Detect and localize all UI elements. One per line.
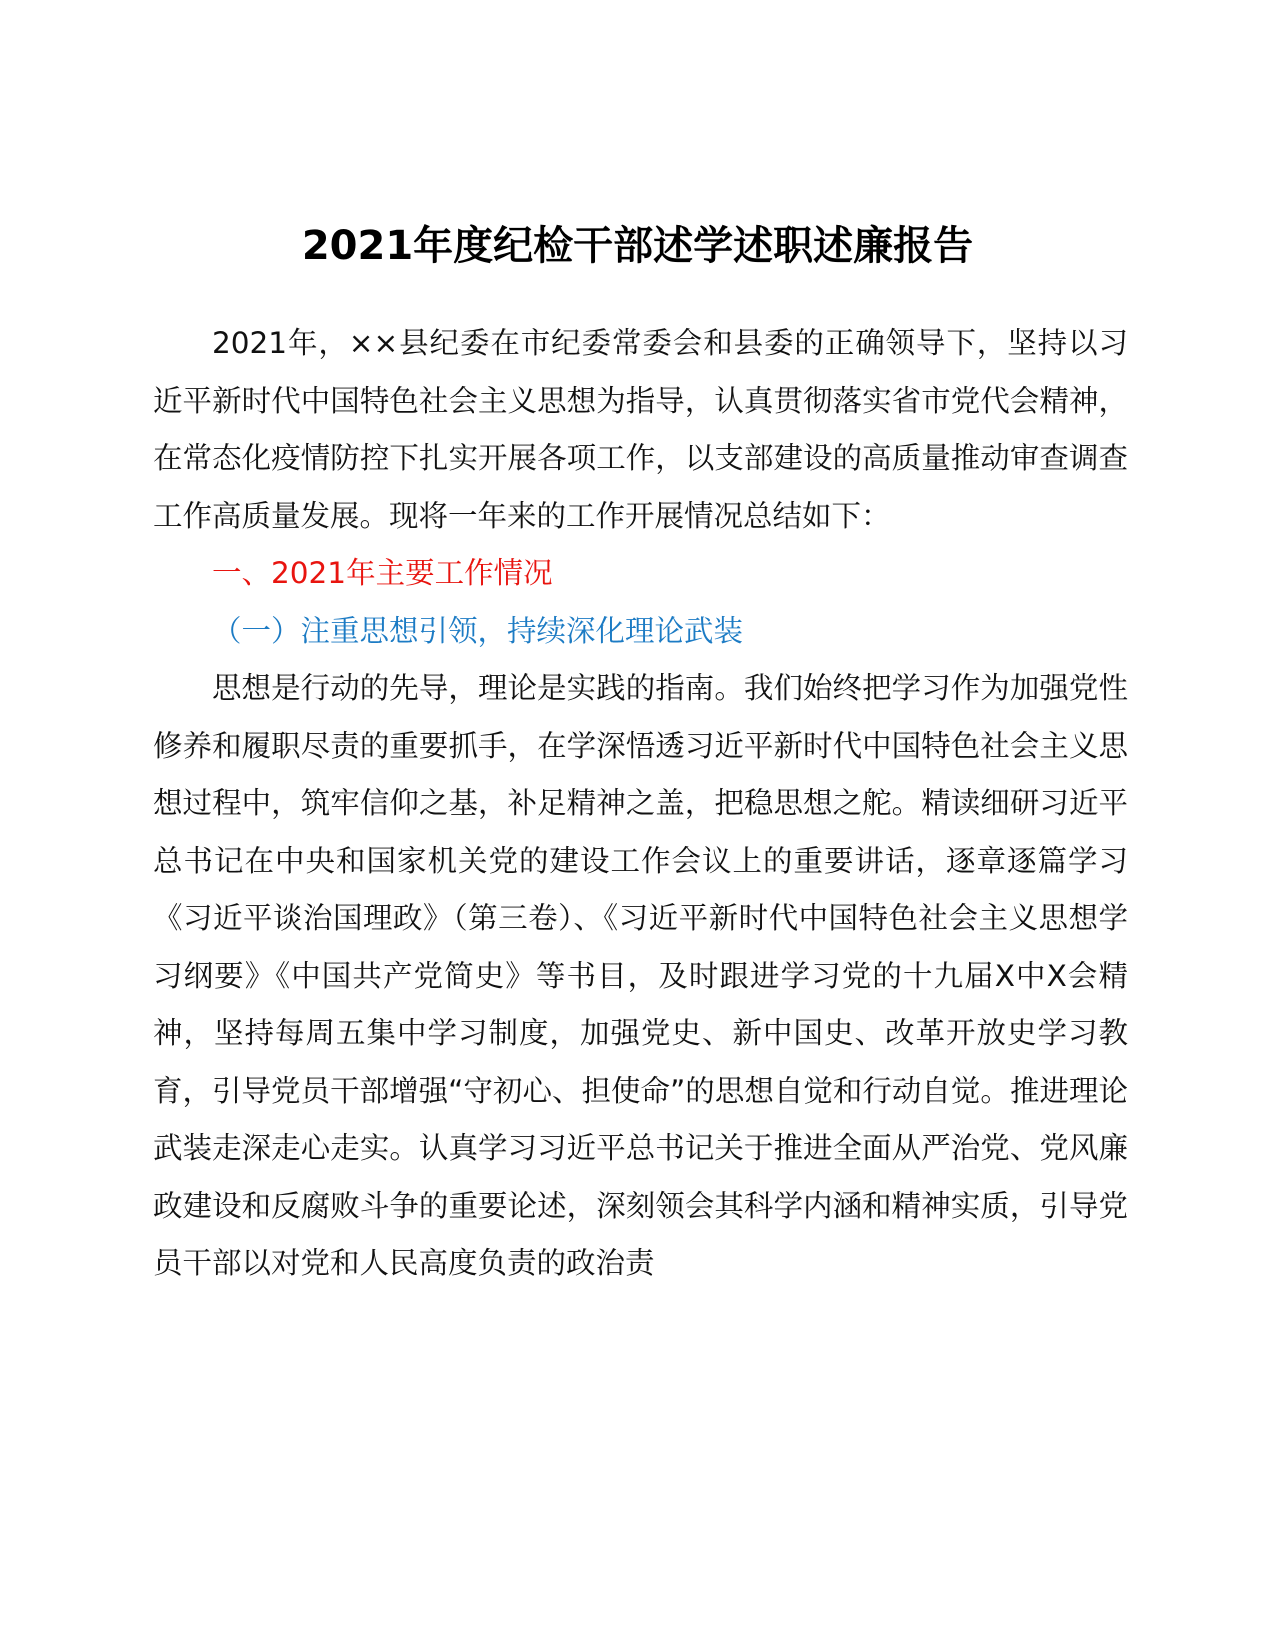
document-title: 2021年度纪检干部述学述职述廉报告 (301, 223, 974, 269)
body-paragraph: 思想是行动的先导，理论是实践的指南。我们始终把学习作为加强党性修养和履职尽责的重要抓手，在学深悟透习近平新时代中国特色社会主义思想过程中，筑牢信仰之基，补足精神之盖，把稳思想之舵。精读细研习近平总书记在中央和国家机关党的建设工作会议上的重要讲话，逐章逐篇学习《习近平谈治国理政》（第三卷）、《习近平新时代中国特色社会主义思想学习纲要》《中国共产党简史》等书目，及时跟进学习党的十九届X中X会精神，坚持每周五集中学习制度，加强党史、新中国史、改革开放史学习教育，引导党员干部增强“守初心、担使命”的思想自觉和行动自觉。推进理论武装走深走心走实。认真学习习近平总书记关于推进全面从严治党、党风廉政建设和反腐败斗争的重要论述，深刻领会其科学内涵和精神实质，引导党员干部以对党和人民高度负责的政治责 (153, 671, 1128, 1280)
subsection-heading: （一）注重思想引领，持续深化理论武装 (212, 613, 744, 648)
section-heading: 一、2021年主要工作情况 (212, 556, 553, 590)
intro-paragraph: 2021年，××县纪委在市纪委常委会和县委的正确领导下，坚持以习近平新时代中国特色社会主义思想为指导，认真贯彻落实省市党代会精神，在常态化疫情防控下扎实开展各项工作，以支部建设的高质量推动审查调查工作高质量发展。现将一年来的工作开展情况总结如下： (153, 326, 1128, 533)
document-body (153, 315, 1128, 1293)
